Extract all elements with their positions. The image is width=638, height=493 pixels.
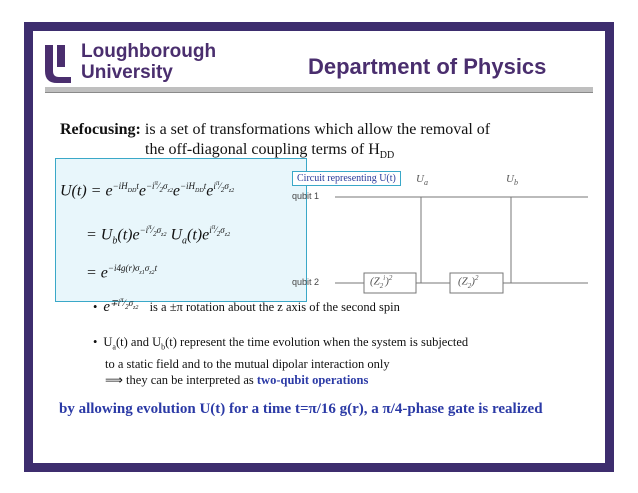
conclusion-text: by allowing evolution U(t) for a time t=π/16 g(r), a π/4-phase gate is realized bbox=[59, 401, 543, 417]
gate-z2-sqrt: $(Z_2^i)^2$ bbox=[370, 274, 393, 290]
equation-1: $U(t) = e^{-iH_{DD}t}e^{-i^\pi⁄_2\sigma_{z2}}e^{-iH_{DD}t}e^{i^\pi⁄_2\sigma_{z2}}$ bbox=[60, 179, 235, 200]
logo-line1: Loughborough bbox=[81, 41, 217, 62]
bullet-2-line2: to a static field and to the mutual dipolar interaction only bbox=[105, 356, 390, 371]
university-logo-icon bbox=[43, 43, 73, 85]
bullet-1: • $e^{\mp i^\pi⁄_2\sigma_{z2}}$ is a ±π rotation about the z axis of the second spin bbox=[93, 296, 400, 316]
eq3-lhs: = e bbox=[86, 264, 108, 282]
equation-3: = $e^{-i4g(r)\sigma_{z1}\sigma_{z2}t}$ bbox=[86, 263, 158, 282]
header-divider-line bbox=[45, 92, 593, 93]
gate-z2: $(Z_2)^2$ bbox=[458, 274, 479, 290]
circuit-label: Circuit representing U(t) bbox=[292, 171, 401, 186]
logo-line2: University bbox=[81, 62, 173, 83]
qubit1-label: qubit 1 bbox=[292, 191, 320, 201]
bullet-2-line3: ⟹ they can be interpreted as two-qubit operations bbox=[105, 372, 369, 387]
b2-u: U bbox=[103, 335, 113, 349]
intro-line2: the off-diagonal coupling terms of H bbox=[145, 141, 380, 158]
equation-2: = $U_b(t)e^{-i^\pi⁄_2\sigma_{z2}}$ $U_a(t)e^{i^\pi⁄_2\sigma_{z2}}$ bbox=[86, 223, 231, 247]
eq2-lhs: = U bbox=[86, 226, 113, 244]
intro-term: Refocusing: bbox=[60, 121, 141, 138]
intro-line2-sub: DD bbox=[379, 150, 395, 162]
ub-label: $U_b$ bbox=[506, 173, 518, 188]
ua-label: $U_a$ bbox=[416, 173, 428, 188]
eq1-lhs: U(t) = e bbox=[60, 182, 113, 200]
equation-box bbox=[55, 158, 307, 302]
eq2-end: (t)e bbox=[187, 226, 210, 244]
eq2-mid: (t)e bbox=[117, 226, 140, 244]
eq2-mid2: U bbox=[170, 226, 183, 244]
bullet-1-text: is a ±π rotation about the z axis of the second spin bbox=[149, 300, 400, 315]
qubit2-label: qubit 2 bbox=[292, 277, 320, 287]
bullet-2: • $U_a(t)$ and $U_b(t)$ represent the time evolution when the system is subjected to a static field and to the mutual dipolar interaction only ⟹ they can be interpreted as two-qubit operations bbox=[93, 335, 469, 387]
intro-line1: is a set of transformations which allow the removal of bbox=[140, 121, 491, 138]
slide bbox=[33, 31, 605, 463]
department-title: Department of Physics bbox=[308, 54, 547, 79]
two-qubit-ops: two-qubit operations bbox=[256, 372, 369, 387]
university-name bbox=[81, 41, 216, 83]
